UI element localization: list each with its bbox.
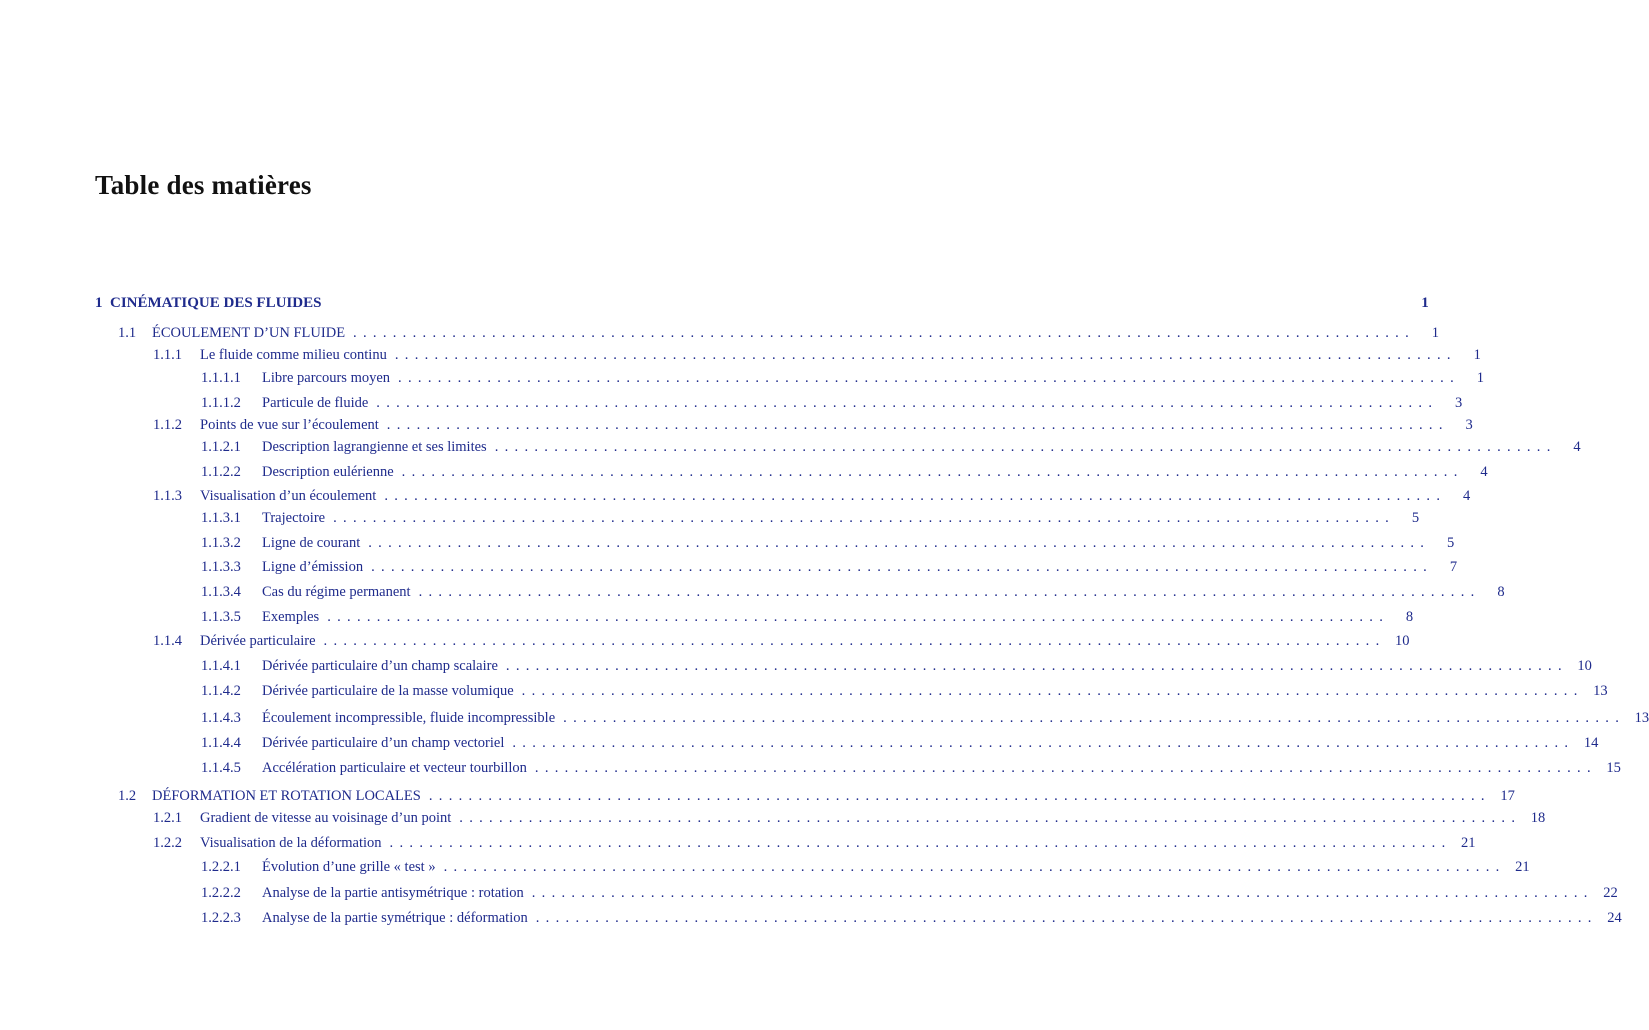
toc-entry-page: 13 [1593,683,1608,699]
toc-entry-subsection[interactable] [153,488,1471,505]
toc-entry-number: 1.1.1.1 [201,370,241,386]
toc-entry-number: 1.1.1.2 [201,395,241,411]
toc-entry-subsubsection[interactable] [201,885,1618,902]
toc-dot-leader: ........................................................................................................... [384,488,1447,504]
toc-entry-page: 3 [1465,417,1473,433]
toc-dot-leader: ........................................................................................................... [535,910,1598,926]
toc-entry-subsubsection[interactable] [201,510,1420,527]
toc-entry-title: Visualisation de la déformation [200,835,382,851]
toc-entry-title: Ligne d’émission [262,559,364,575]
toc-entry-title: Trajectoire [262,510,326,526]
toc-entry-page: 5 [1411,510,1420,526]
toc-entry-page: 3 [1455,395,1463,411]
toc-entry-subsubsection[interactable] [201,910,1622,927]
toc-entry-subsubsection[interactable] [201,464,1488,481]
toc-dot-leader: ........................................................................................................... [376,395,1439,411]
toc-entry-title: Analyse de la partie symétrique : déformation [262,910,528,926]
toc-entry-page: 5 [1446,535,1455,551]
toc-entry-page: 4 [1480,464,1488,480]
toc-entry-number: 1.2 [118,788,137,804]
toc-entry-number: 1.1.4.1 [201,658,241,674]
toc-entry-number: 1.2.2.3 [201,910,241,926]
toc-entry-page: 1 [1431,325,1440,341]
toc-entry-title: Évolution d’une grille « test » [262,859,436,875]
toc-entry-section[interactable] [118,788,1515,805]
toc-entry-page: 10 [1577,658,1592,674]
toc-entry-number: 1.1.2.2 [201,464,241,480]
toc-entry-title: Description eulérienne [262,464,394,480]
toc-dot-leader: ........................................................................................................... [333,510,1396,526]
toc-entry-page: 21 [1461,835,1476,851]
toc-entry-page: 8 [1497,584,1505,600]
toc-entry-number: 1.1.4 [153,633,182,649]
toc-dot-leader: ........................................................................................................... [428,788,1491,804]
toc-dot-leader: ........................................................................................................... [327,609,1390,625]
toc-entry-number: 1.2.1 [153,810,182,826]
toc-dot-leader: ........................................................................................................... [494,439,1557,455]
toc-dot-leader: ........................................................................................................... [534,760,1597,776]
toc-entry-title: Écoulement incompressible, fluide incompressible [262,710,556,726]
toc-entry-page: 1 [1421,295,1429,311]
toc-entry-subsubsection[interactable] [201,439,1581,456]
toc-entry-page: 1 [1473,347,1481,363]
toc-entry-page: 18 [1530,810,1546,826]
toc-entry-chapter-1[interactable] [95,295,1429,312]
toc-entry-number: 1.2.2 [153,835,182,851]
toc-entry-page: 22 [1603,885,1618,901]
toc-dot-leader: ........................................................................................................... [505,658,1568,674]
toc-entry-subsection[interactable] [153,810,1546,827]
toc-entry-subsubsection[interactable] [201,609,1414,626]
toc-entry-subsubsection[interactable] [201,683,1608,700]
toc-dot-leader: ........................................................................................................... [389,835,1452,851]
toc-entry-subsubsection[interactable] [201,735,1599,752]
toc-entry-number: 1.2.2.1 [201,859,241,875]
toc-entry-title: Dérivée particulaire d’un champ scalaire [262,658,498,674]
toc-dot-leader: ........................................................................................................... [371,559,1434,575]
toc-dot-leader: ........................................................................................................... [368,535,1431,551]
toc-entry-title: Dérivée particulaire d’un champ vectoriel [262,735,505,751]
toc-entry-title: Le fluide comme milieu continu [200,347,387,363]
toc-entry-page: 8 [1405,609,1414,625]
toc-entry-title: Particule de fluide [262,395,369,411]
toc-entry-section[interactable] [118,325,1440,342]
toc-entry-title: Libre parcours moyen [262,370,391,386]
toc-entry-title: Dérivée particulaire [200,633,316,649]
toc-entry-number: 1.1.1 [153,347,182,363]
toc-entry-subsubsection[interactable] [201,710,1649,727]
toc-entry-subsection[interactable] [153,347,1481,364]
toc-dot-leader: ........................................................................................................... [394,347,1457,363]
toc-dot-leader: ........................................................................................................... [398,370,1461,386]
toc-entry-subsection[interactable] [153,835,1476,852]
toc-entry-title: Analyse de la partie antisymétrique : rotation [262,885,524,901]
toc-entry-title: ÉCOULEMENT D’UN FLUIDE [152,325,346,341]
toc-entry-number: 1.2.2.2 [201,885,241,901]
toc-entry-number: 1 [95,295,103,311]
toc-entry-page: 14 [1583,735,1599,751]
toc-entry-number: 1.1.3.5 [201,609,241,625]
toc-entry-page: 4 [1463,488,1471,504]
toc-entry-subsubsection[interactable] [201,760,1621,777]
toc-dot-leader: ........................................................................................................... [353,325,1416,341]
toc-dot-leader: ........................................................................................................... [323,633,1386,649]
toc-dot-leader: ........................................................................................................... [563,710,1626,726]
toc-entry-subsubsection[interactable] [201,370,1485,387]
toc-entry-title: Dérivée particulaire de la masse volumique [262,683,514,699]
toc-entry-subsubsection[interactable] [201,559,1458,576]
toc-entry-page: 15 [1606,760,1621,776]
toc-dot-leader: ........................................................................................................... [443,859,1506,875]
toc-entry-page: 17 [1500,788,1515,804]
toc-entry-title: CINÉMATIQUE DES FLUIDES [110,295,322,311]
toc-dot-leader: ........................................................................................................... [531,885,1594,901]
toc-entry-subsubsection[interactable] [201,859,1530,876]
toc-entry-title: Exemples [262,609,320,625]
toc-entry-title: DÉFORMATION ET ROTATION LOCALES [152,788,421,804]
toc-entry-subsection[interactable] [153,417,1473,434]
toc-entry-title: Accélération particulaire et vecteur tourbillon [262,760,527,776]
toc-entry-number: 1.1.3.1 [201,510,241,526]
toc-dot-leader: ........................................................................................................... [459,810,1522,826]
toc-entry-title: Gradient de vitesse au voisinage d’un point [200,810,452,826]
toc-entry-page: 24 [1607,910,1622,926]
toc-entry-page: 7 [1449,559,1458,575]
toc-entry-subsubsection[interactable] [201,395,1463,412]
toc-entry-page: 4 [1573,439,1581,455]
toc-entry-subsubsection[interactable] [201,658,1592,675]
toc-entry-number: 1.1.4.4 [201,735,241,751]
toc-entry-page: 21 [1515,859,1530,875]
toc-entry-number: 1.1.4.5 [201,760,241,776]
toc-entry-title: Points de vue sur l’écoulement [200,417,379,433]
toc-entry-title: Visualisation d’un écoulement [200,488,377,504]
toc-entry-number: 1.1.3.2 [201,535,241,551]
toc-dot-leader: ........................................................................................................... [512,735,1575,751]
toc-entry-number: 1.1.4.2 [201,683,241,699]
toc-entry-number: 1.1 [118,325,137,341]
toc-entry-number: 1.1.4.3 [201,710,241,726]
toc-entry-page: 13 [1634,710,1649,726]
toc-entry-subsubsection[interactable] [201,584,1505,601]
toc-entry-number: 1.1.3 [153,488,182,504]
toc-entry-number: 1.1.3.4 [201,584,241,600]
toc-entry-title: Cas du régime permanent [262,584,411,600]
toc-entry-subsection[interactable] [153,633,1410,650]
toc-entry-number: 1.1.2 [153,417,182,433]
toc-dot-leader: ........................................................................................................... [418,584,1481,600]
page-title: Table des matières [95,170,312,201]
toc-entry-title: Description lagrangienne et ses limites [262,439,487,455]
toc-entry-page: 1 [1476,370,1485,386]
toc-entry-title: Ligne de courant [262,535,361,551]
toc-entry-number: 1.1.3.3 [201,559,241,575]
toc-entry-page: 10 [1395,633,1410,649]
toc-dot-leader: ........................................................................................................... [386,417,1449,433]
toc-dot-leader: ........................................................................................................... [401,464,1464,480]
toc-entry-number: 1.1.2.1 [201,439,241,455]
toc-dot-leader: ........................................................................................................... [521,683,1584,699]
toc-entry-subsubsection[interactable] [201,535,1455,552]
